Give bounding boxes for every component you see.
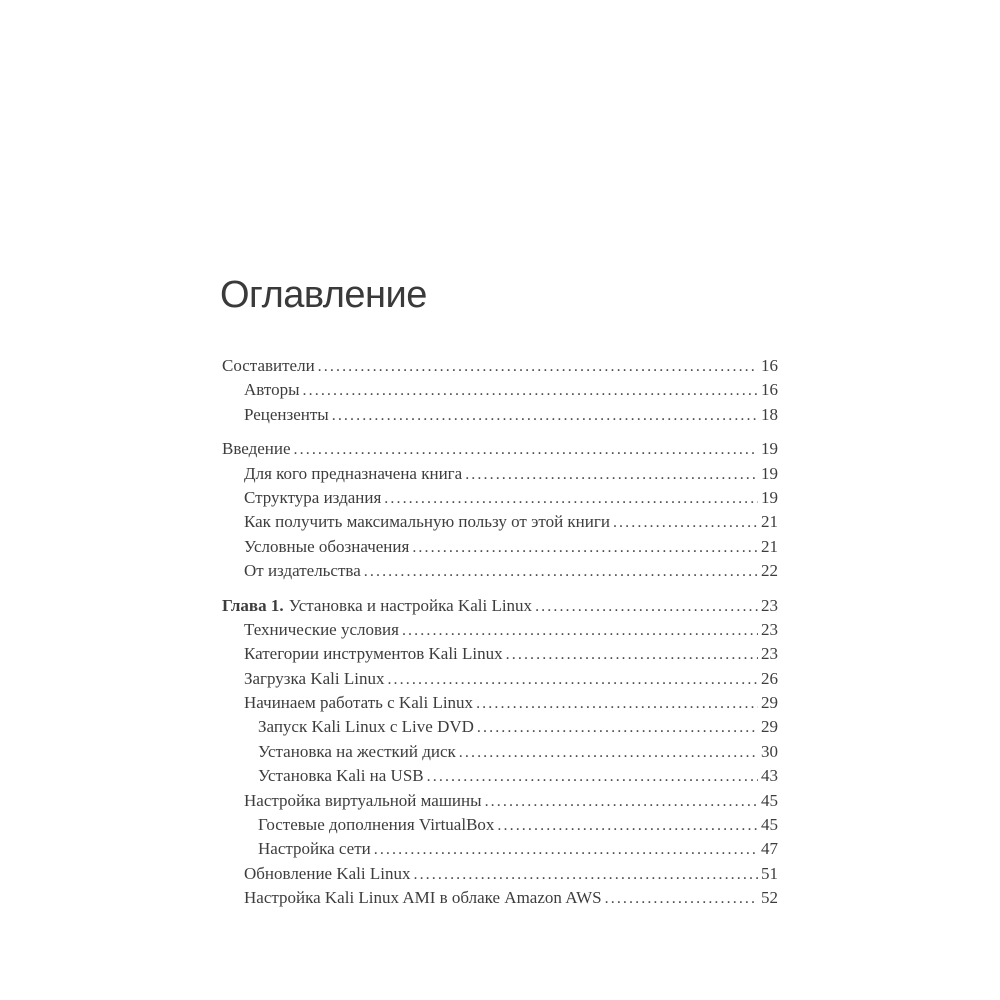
table-of-contents [222,354,778,911]
toc-leader-dots [371,837,758,862]
toc-entry-label: Составители [222,356,315,375]
toc-entry-label: Запуск Kali Linux с Live DVD [258,717,474,737]
toc-entry [222,559,778,583]
toc-entry-label: Установка на жесткий диск [258,741,456,761]
toc-entry-page-number: 29 [761,693,778,713]
toc-leader-dots [532,594,758,619]
toc-entry-page-number: 45 [761,790,778,810]
toc-leader-dots [473,691,758,716]
toc-leader-dots [361,559,758,584]
toc-entry-label: Начинаем работать с Kali Linux [244,693,474,713]
toc-entry-label: Для кого предназначена книга [244,463,463,483]
toc-entry-page-number: 23 [761,619,778,639]
toc-entry-label: Настройка виртуальной машины [244,790,482,810]
toc-leader-dots [381,486,758,511]
toc-entry [222,764,778,788]
toc-entry [222,886,778,910]
toc-entry-label: От издательства [244,561,361,581]
toc-entry-label: Настройка сети [258,839,371,859]
toc-entry [222,862,778,886]
toc-entry-page-number: 45 [761,815,778,835]
toc-entry [222,403,778,427]
toc-entry [222,642,778,666]
toc-leader-dots [329,403,758,428]
toc-leader-dots [424,764,758,789]
toc-entry [222,510,778,534]
toc-entry-page-number: 23 [761,644,778,664]
page-title: Оглавление [220,274,427,317]
toc-leader-dots [610,510,758,535]
toc-entry-page-number: 19 [761,439,778,459]
toc-leader-dots [474,715,758,740]
toc-entry-page-number: 16 [761,356,778,375]
toc-entry-page-number: 51 [761,863,778,883]
toc-entry [222,594,778,618]
toc-entry-label: Гостевые дополнения VirtualBox [258,815,495,835]
toc-entry [222,813,778,837]
toc-entry [222,837,778,861]
toc-entry-page-number: 18 [761,404,778,424]
toc-entry-label: Технические условия [244,619,399,639]
toc-leader-dots [456,740,758,765]
toc-entry [222,667,778,691]
toc-entry-page-number: 21 [761,536,778,556]
toc-entry-label: Структура издания [244,487,382,507]
toc-entry-label: Авторы [244,380,300,400]
toc-leader-dots [602,886,758,911]
toc-entry-label: Условные обозначения [244,536,410,556]
toc-leader-dots [300,378,758,403]
toc-leader-dots [462,462,758,487]
toc-leader-dots [503,642,758,667]
toc-leader-dots [410,862,758,887]
toc-entry-label: Рецензенты [244,404,329,424]
toc-leader-dots [399,618,758,643]
toc-entry-label: Как получить максимальную пользу от этой книги [244,512,610,532]
toc-entry [222,618,778,642]
toc-entry-page-number: 23 [761,595,778,615]
toc-entry-page-number: 26 [761,668,778,688]
toc-entry [222,715,778,739]
toc-leader-dots [384,667,758,692]
toc-leader-dots [409,535,758,560]
toc-entry-page-number: 22 [761,561,778,581]
toc-entry-page-number: 29 [761,717,778,737]
toc-entry-label: Загрузка Kali Linux [244,668,385,688]
toc-entry-page-number: 19 [761,487,778,507]
toc-entry [222,378,778,402]
toc-entry-page-number: 43 [761,766,778,786]
toc-entry-label: Установка Kali на USB [258,766,424,786]
toc-entry [222,437,778,461]
toc-entry [222,486,778,510]
toc-entry-page-number: 19 [761,463,778,483]
toc-entry-label: Настройка Kali Linux AMI в облаке Amazon AWS [244,888,602,908]
toc-entry-page-number: 52 [761,888,778,908]
toc-entry-page-number: 47 [761,839,778,859]
toc-entry [222,535,778,559]
toc-entry [222,740,778,764]
toc-entry-page-number: 16 [761,380,778,400]
toc-leader-dots [494,813,758,838]
toc-leader-dots [291,437,758,462]
toc-entry-label: Категории инструментов Kali Linux [244,644,503,664]
toc-entry-label: Введение [222,439,291,459]
toc-entry-chapter-prefix: Глава 1. [222,595,284,615]
toc-entry [222,691,778,715]
toc-entry-page-number: 30 [761,741,778,761]
toc-leader-dots [482,789,758,814]
toc-entry-label: Установка и настройка Kali Linux [288,595,533,615]
toc-entry-label: Обновление Kali Linux [244,863,411,883]
toc-leader-dots [315,354,758,379]
toc-entry [222,462,778,486]
toc-entry-page-number: 21 [761,512,778,532]
toc-entry [222,354,778,378]
toc-entry [222,789,778,813]
